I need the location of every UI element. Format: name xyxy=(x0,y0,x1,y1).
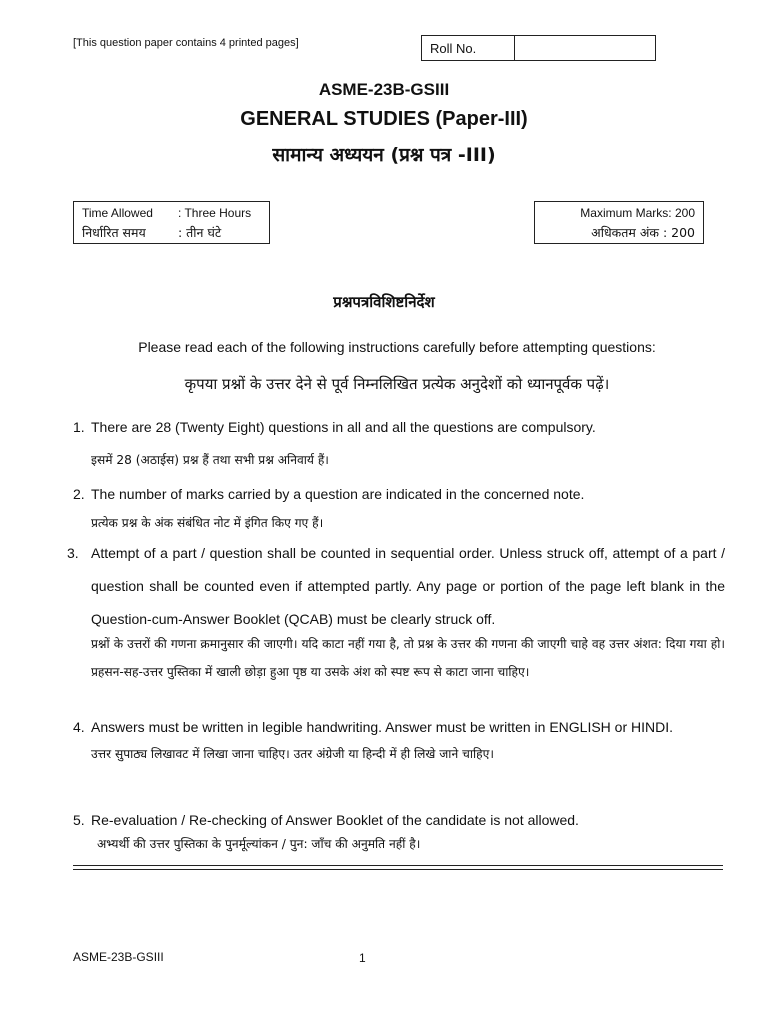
instruction-number: 1. xyxy=(73,419,85,435)
instruction-number: 5. xyxy=(73,812,85,828)
instruction-text-hindi: उत्तर सुपाठ्य लिखावट में लिखा जाना चाहिए। उतर अंग्रेजी या हिन्दी में ही लिखे जाने चाहिए। xyxy=(91,747,494,761)
instruction-text: The number of marks carried by a question are indicated in the concerned note. xyxy=(91,486,585,502)
instruction-item xyxy=(73,719,725,762)
page-number: 1 xyxy=(359,951,366,965)
instruction-item xyxy=(67,545,725,686)
time-allowed-label-hindi: निर्धारित समय xyxy=(82,225,146,240)
time-allowed-box xyxy=(73,201,270,244)
time-allowed-value-hindi: : तीन घंटे xyxy=(178,225,222,240)
paper-title: GENERAL STUDIES (Paper-III) xyxy=(240,108,528,130)
instruction-number: 2. xyxy=(73,486,85,502)
time-allowed-row xyxy=(82,204,261,223)
instruction-item xyxy=(73,486,725,531)
paper-title-hindi: सामान्य अध्ययन (प्रश्न पत्र -III) xyxy=(272,144,496,166)
instruction-text: Attempt of a part / question shall be counted in sequential order. Unless struck off, attempt of a part / question shall be counted even if attempted partly. Any page or portion of the page left blank in the Question-cum-Answer Booklet (QCAB) must be clearly struck off. xyxy=(91,545,725,627)
separator-line xyxy=(73,865,723,866)
maximum-marks-box xyxy=(534,201,704,244)
instruction-text: Answers must be written in legible handwriting. Answer must be written in ENGLISH or HINDI. xyxy=(91,719,674,735)
roll-number-field xyxy=(515,36,655,60)
pages-note: [This question paper contains 4 printed pages] xyxy=(73,37,299,49)
instruction-text-hindi: अभ्यर्थी की उत्तर पुस्तिका के पुनर्मूल्यांकन / पुन: जाँच की अनुमति नहीं है। xyxy=(97,837,421,851)
paper-code: ASME-23B-GSIII xyxy=(318,80,450,99)
instruction-item xyxy=(73,419,725,468)
time-allowed-row-hindi xyxy=(82,223,261,242)
time-allowed-label: Time Allowed xyxy=(82,206,153,220)
instruction-item xyxy=(73,812,725,852)
time-allowed-value: : Three Hours xyxy=(178,206,252,220)
instruction-text: Re-evaluation / Re-checking of Answer Booklet of the candidate is not allowed. xyxy=(91,812,579,828)
footer-paper-code: ASME-23B-GSIII xyxy=(73,950,164,964)
instructions-intro-hindi: कृपया प्रश्नों के उत्तर देने से पूर्व निम्नलिखित प्रत्येक अनुदेशों को ध्यानपूर्वक पढ़ें। xyxy=(184,375,610,393)
instructions-heading: प्रश्नपत्रविशिष्टनिर्देश xyxy=(333,293,435,311)
roll-number-box xyxy=(421,35,656,61)
instruction-text-hindi: प्रत्येक प्रश्न के अंक संबंधित नोट में इंगित किए गए हैं। xyxy=(91,516,324,530)
instruction-text-hindi: प्रश्नों के उत्तरों की गणना क्रमानुसार की जाएगी। यदि काटा नहीं गया है, तो प्रश्न के उत्तर की गणना की जाएगी चाहे वह उत्तर अंशत: दिया गया हो। प्रहसन-सह-उत्तर पुस्तिका में खाली छोड़ा हुआ पृष्ठ या उसके अंश को स्पष्ट रूप से काटा जाना चाहिए। xyxy=(91,637,725,679)
instruction-number: 4. xyxy=(73,719,85,735)
maximum-marks-text: Maximum Marks: 200 xyxy=(580,206,695,220)
instruction-number: 3. xyxy=(67,545,79,561)
roll-number-label: Roll No. xyxy=(422,36,515,60)
instruction-text: There are 28 (Twenty Eight) questions in all and all the questions are compulsory. xyxy=(91,419,596,435)
instruction-text-hindi: इसमें 28 (अठाईस) प्रश्न हैं तथा सभी प्रश्न अनिवार्य हैं। xyxy=(91,453,329,467)
maximum-marks-text-hindi: अधिकतम अंक : 200 xyxy=(591,225,695,240)
instructions-intro: Please read each of the following instructions carefully before attempting questions: xyxy=(138,339,656,355)
separator-line xyxy=(73,869,723,870)
